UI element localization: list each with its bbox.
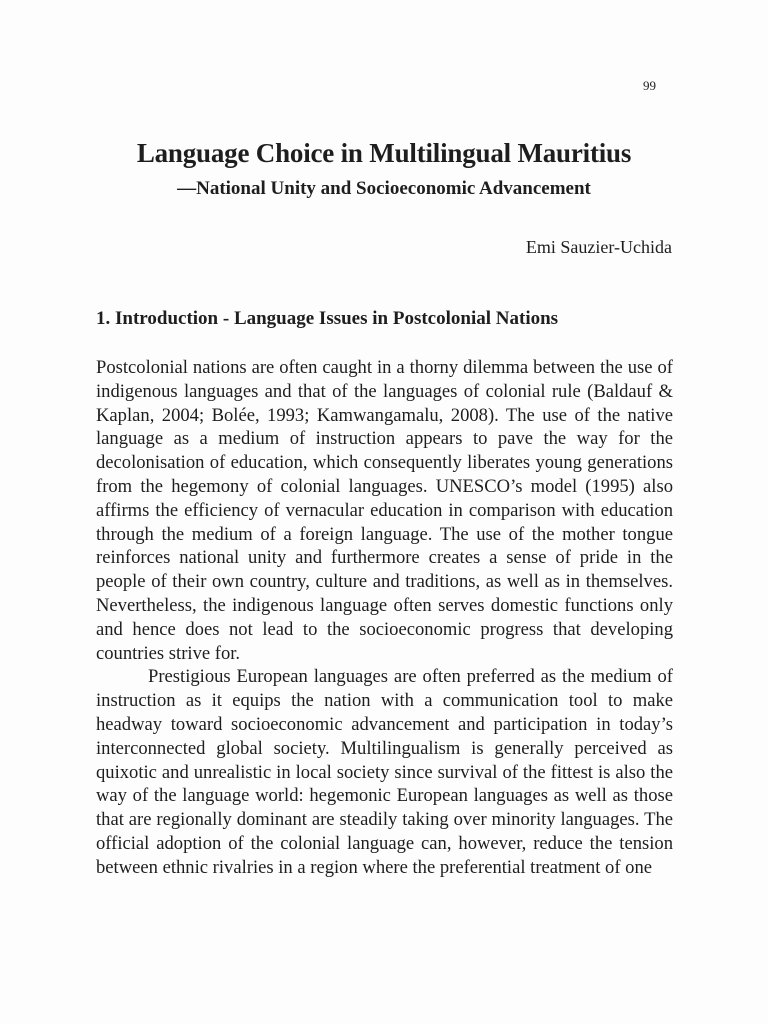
author-name: Emi Sauzier-Uchida	[525, 237, 672, 257]
section-heading: 1. Introduction - Language Issues in Postcolonial Nations	[96, 308, 559, 329]
page-number: 99	[643, 78, 656, 93]
article-subtitle: —National Unity and Socioeconomic Advancement	[177, 178, 591, 199]
article-title: Language Choice in Multilingual Mauritius	[136, 138, 632, 168]
paragraph: Prestigious European languages are often preferred as the medium of instruction as it equips the nation with a communication tool to make headway toward socioeconomic advancement and participation in today’s interconnected global society. Multilingualism is generally perceived as quixotic and unrealistic in local society since survival of the fittest is also the way of the language world: hegemonic European languages as well as those that are regionally dominant are steadily taking over minority languages. The official adoption of the colonial language can, however, reduce the tension between ethnic rivalries in a region where the preferential treatment of one	[96, 666, 673, 878]
body-text	[96, 356, 673, 880]
paragraph: Postcolonial nations are often caught in a thorny dilemma between the use of indigenous languages and that of the languages of colonial rule (Baldauf & Kaplan, 2004; Bolée, 1993; Kamwangamalu, 2008). The use of the native language as a medium of instruction appears to pave the way for the decolonisation of education, which consequently liberates young generations from the hegemony of colonial languages. UNESCO’s model (1995) also affirms the efficiency of vernacular education in comparison with education through the medium of a foreign language. The use of the mother tongue reinforces national unity and furthermore creates a sense of pride in the people of their own country, culture and traditions, as well as in themselves. Nevertheless, the indigenous language often serves domestic functions only and hence does not lead to the socioeconomic progress that developing countries strive for.	[96, 357, 673, 664]
